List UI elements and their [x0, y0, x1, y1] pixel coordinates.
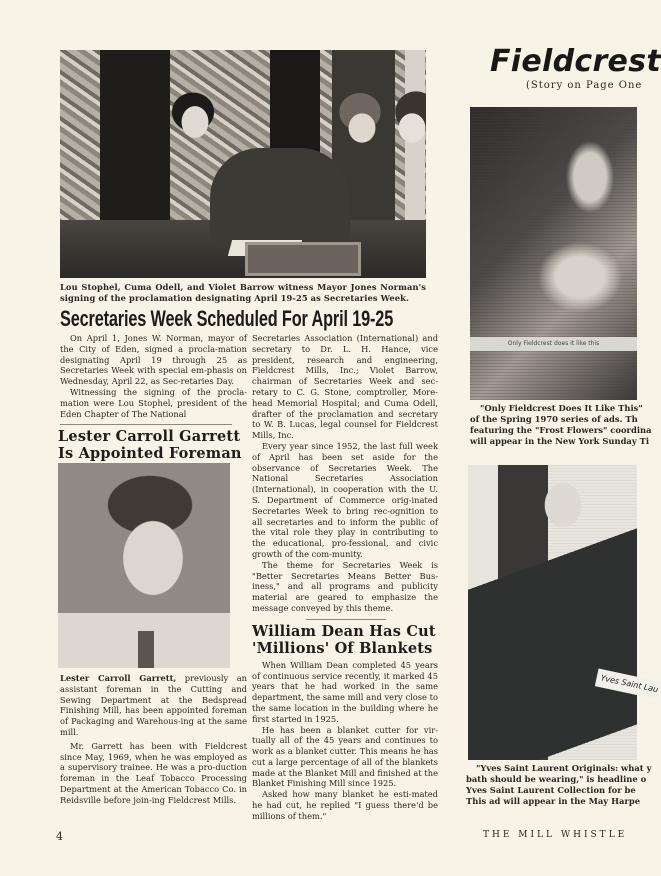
garrett-name: Lester Carroll Garrett, — [60, 673, 177, 683]
main-story-col2 — [252, 333, 438, 614]
mayor-figure — [210, 148, 350, 248]
garrett-paragraph-1 — [60, 673, 247, 738]
section-divider — [60, 424, 232, 425]
fieldcrest-title: Fieldcrest — [490, 44, 661, 79]
garrett-headline — [58, 428, 248, 462]
garrett-para1-text: previously an assistant foreman in the Cutting and Sewing Department at the Bedspread Finishing Mill, has been appointed foreman of Packaging and Warehous-ing at the same mill. — [60, 673, 248, 737]
main-headline: Secretaries Week Scheduled For April 19-25 — [60, 306, 394, 331]
garrett-paragraph-2: Mr. Garrett has been with Fieldcrest since May, 1969, when he was employed as a supervisory trainee. He was a pro-duction foreman in the Leaf Tobacco Processing Department at the American Tobacco Co. in Reidsville before join-ing Fieldcrest Mills. — [60, 740, 247, 805]
dean-paragraph: Asked how many blanket he esti-mated he had cut, he replied "I guess there'd be millions of them." — [252, 789, 438, 821]
dean-story-text — [252, 660, 438, 822]
story-reference: (Story on Page One — [526, 80, 643, 91]
main-paragraph: The theme for Secretaries Week is "Better Secretaries Means Better Bus-iness," and all programs and publicity material are geared to emphasize the message conveyed by this theme. — [252, 559, 438, 613]
garrett-portrait — [58, 463, 230, 668]
ad1-caption — [470, 403, 652, 447]
ysl-label: Yves Saint Lau — [595, 669, 661, 700]
garrett-story-text — [60, 673, 247, 806]
ad1-caption-line: will appear in the New York Sunday Ti — [470, 436, 650, 446]
ad2-caption-line: Yves Saint Laurent Collection for be — [466, 785, 636, 795]
section-divider — [306, 619, 386, 620]
garrett-headline-line2: Is Appointed Foreman — [58, 445, 242, 462]
ad2-caption — [466, 763, 652, 807]
main-story-col2-flow — [252, 333, 438, 822]
ad1-caption-line: of the Spring 1970 series of ads. Th — [470, 414, 638, 424]
photo-caption: Lou Stophel, Cuma Odell, and Violet Barrow witness Mayor Jones Norman's signing of the proclamation designating April 19-25 as Secretaries Week. — [60, 282, 426, 303]
main-story-col1 — [60, 333, 247, 419]
ad2-caption-line: bath should be wearing," is headline o — [466, 774, 647, 784]
ad-tagline: Only Fieldcrest does it like this — [470, 337, 637, 351]
page-number: 4 — [56, 830, 63, 843]
dean-paragraph: When William Dean completed 45 years of continuous service recently, it marked 45 years that he had worked in the same department, the same mill and very close to the same location in the building where he first started in 1925. — [252, 659, 438, 724]
fieldcrest-ad-frost-flowers — [470, 107, 637, 400]
dean-headline-line2: 'Millions' Of Blankets — [252, 639, 433, 657]
main-paragraph: Every year since 1952, the last full week of April has been set aside for the observance of Secretaries Week. The National Secretaries Association (International), in cooperation with the U. S. Department of Commerce orig-inated Secretaries Week to bring rec-ognition to all secretaries and to inform the public of the vital role they play in contributing to the educational, pro-fessional, and civic growth of the com-munity. — [252, 440, 438, 559]
ad1-caption-line: "Only Fieldcrest Does It Like This" — [480, 403, 643, 413]
tie — [138, 631, 154, 668]
desk-tray — [245, 242, 361, 276]
ad1-caption-line: featuring the "Frost Flowers" coordina — [470, 425, 652, 435]
dean-headline-line1: William Dean Has Cut — [252, 622, 436, 640]
main-paragraph: Secretaries Association (International) and secretary to Dr. L. H. Hance, vice president, research and engineering, Fieldcrest Mills, Inc.; Violet Barrow, chairman of Secretaries Week and sec-retary to C. G. Stone, comptroller, More-head Memorial Hospital; and Cuma Odell, drafter of the proclamation and secretary to W. B. Lucas, legal counsel for Fieldcrest Mills, Inc. — [252, 333, 438, 441]
garrett-headline-line1: Lester Carroll Garrett — [58, 428, 241, 445]
main-paragraph: Witnessing the signing of the procla-mation were Lou Stophel, president of the Eden Chapter of The National — [60, 386, 247, 419]
yves-saint-laurent-ad — [468, 465, 660, 760]
dean-headline — [252, 623, 438, 657]
dean-paragraph: He has been a blanket cutter for vir-tually all of the 45 years and continues to work as a blanket cutter. This means he has cut a large percentage of all of the blankets made at the Blanket Mill and finished at the Blanket Finishing Mill since 1925. — [252, 724, 438, 789]
secretaries-week-photo — [60, 50, 426, 278]
main-paragraph: On April 1, Jones W. Norman, mayor of the City of Eden, signed a procla-mation designating April 19 through 25 as Secretaries Week with special em-phasis on Wednesday, April 22, as Sec-retaries Day. — [60, 333, 247, 387]
publication-name: THE MILL WHISTLE — [483, 830, 628, 840]
ad2-caption-line: This ad will appear in the May Harpe — [466, 796, 641, 806]
ad2-caption-line: "Yves Saint Laurent Originals: what y — [476, 763, 652, 773]
